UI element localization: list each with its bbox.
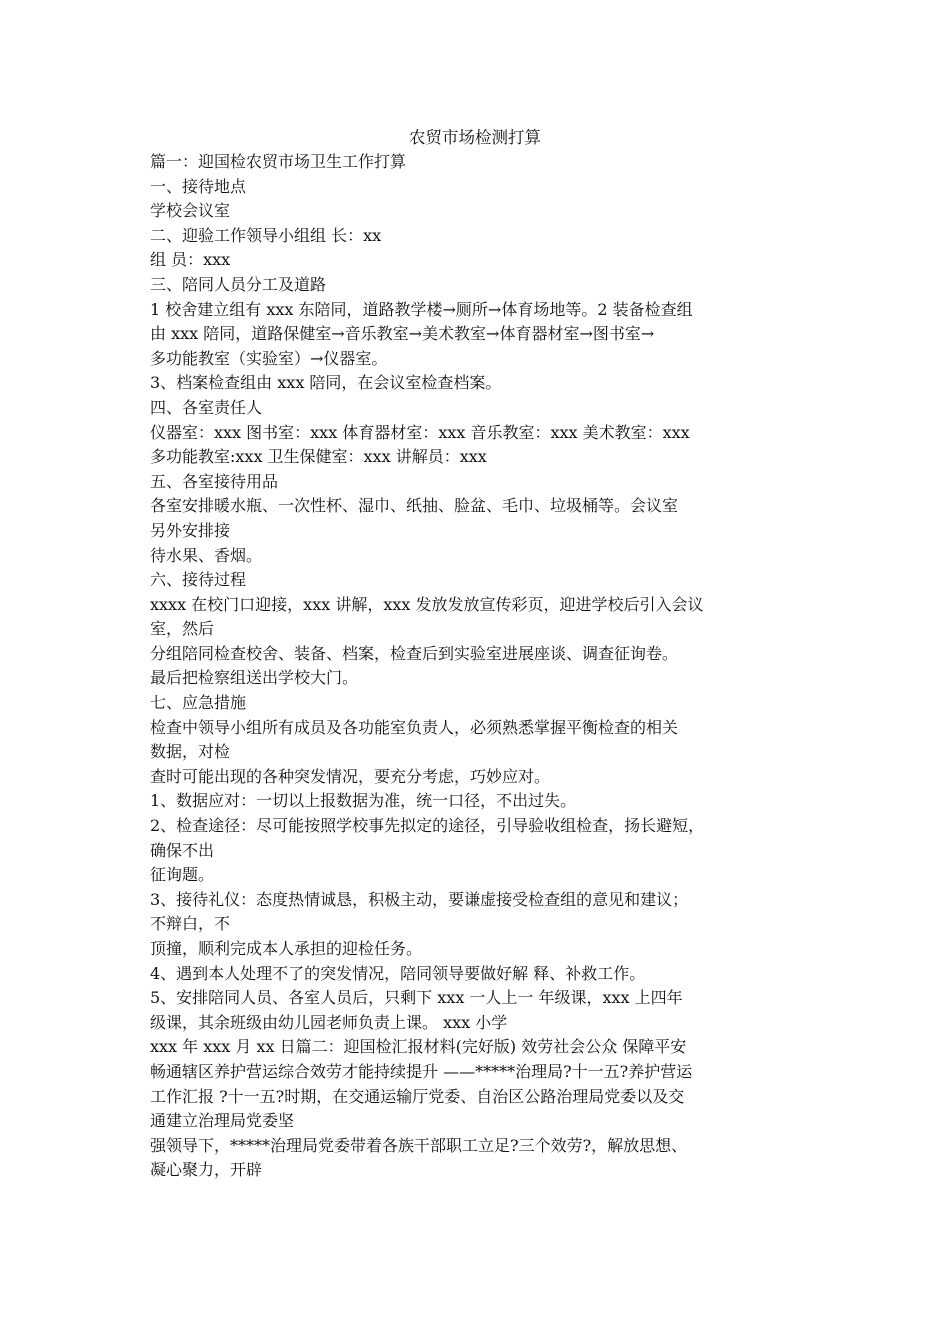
text-line: 查时可能出现的各种突发情况，要充分考虑，巧妙应对。	[150, 766, 551, 786]
text-line: 3、档案检查组由 xxx 陪同，在会议室检查档案。	[150, 373, 502, 393]
text-line: 六、接待过程	[150, 570, 247, 590]
text-line: xxx 年 xxx 月 xx 日篇二：迎国检汇报材料(完好版) 效劳社会公众 保障平安	[150, 1037, 687, 1057]
text-line: 仪器室：xxx 图书室：xxx 体育器材室：xxx 音乐教室：xxx 美术教室：xxx	[150, 422, 690, 442]
text-line: 征询题。	[150, 865, 215, 885]
text-line: 学校会议室	[150, 201, 231, 221]
text-line: 工作汇报 ?十一五?时期，在交通运输厅党委、自治区公路治理局党委以及交	[150, 1086, 685, 1106]
text-line: 级课，其余班级由幼儿园老师负责上课。 xxx 小学	[150, 1012, 508, 1032]
text-line: 4、遇到本人处理不了的突发情况，陪同领导要做好解 释、补救工作。	[150, 963, 646, 983]
text-line: 四、各室责任人	[150, 397, 263, 417]
text-line: 待水果、香烟。	[150, 545, 263, 565]
text-line: 强领导下，*****治理局党委带着各族干部职工立足?三个效劳?，解放思想、	[150, 1135, 688, 1155]
text-line: 确保不出	[150, 840, 215, 860]
text-line: 组 员：xxx	[150, 250, 231, 270]
text-line: 一、接待地点	[150, 176, 247, 196]
text-line: 七、应急措施	[150, 693, 247, 713]
text-line: 最后把检察组送出学校大门。	[150, 668, 359, 688]
text-line: 凝心聚力，开辟	[150, 1160, 263, 1180]
text-line: 通建立治理局党委坚	[150, 1111, 295, 1131]
text-line: 多功能教室:xxx 卫生保健室：xxx 讲解员：xxx	[150, 447, 487, 467]
text-line: xxxx 在校门口迎接，xxx 讲解，xxx 发放发放宣传彩页，迎进学校后引入会议	[150, 594, 704, 614]
text-line: 不辩白，不	[150, 914, 231, 934]
text-line: 五、各室接待用品	[150, 471, 279, 491]
text-line: 各室安排暖水瓶、一次性杯、湿巾、纸抽、脸盆、毛巾、垃圾桶等。会议室	[150, 496, 679, 516]
text-line: 2、检查途径：尽可能按照学校事先拟定的途径，引导验收组检查，扬长避短，	[150, 816, 705, 836]
text-line: 三、陪同人员分工及道路	[150, 274, 327, 294]
text-line: 另外安排接	[150, 520, 231, 540]
text-line: 1、数据应对：一切以上报数据为准，统一口径，不出过失。	[150, 791, 577, 811]
text-line: 检查中领导小组所有成员及各功能室负责人，必须熟悉掌握平衡检查的相关	[150, 717, 679, 737]
text-line: 二、迎验工作领导小组组 长：xx	[150, 225, 382, 245]
text-line: 3、接待礼仪：态度热情诚恳，积极主动，要谦虚接受检查组的意见和建议；	[150, 889, 689, 909]
text-line: 多功能教室（实验室）→仪器室。	[150, 348, 388, 368]
text-line: 数据，对检	[150, 742, 231, 762]
text-line: 室，然后	[150, 619, 215, 639]
document-title: 农贸市场检测打算	[409, 128, 541, 147]
text-line: 顶撞，顺利完成本人承担的迎检任务。	[150, 939, 423, 958]
text-line: 1 校舍建立组有 xxx 东陪同，道路教学楼→厕所→体育场地等。2 装备检查组	[150, 299, 693, 319]
text-line: 篇一：迎国检农贸市场卫生工作打算	[150, 152, 407, 171]
text-line: 5、安排陪同人员、各室人员后，只剩下 xxx 一人上一 年级课，xxx 上四年	[150, 988, 683, 1008]
text-line: 分组陪同检查校舍、装备、档案，检查后到实验室进展座谈、调查征询卷。	[150, 643, 679, 663]
text-line: 畅通辖区养护营运综合效劳才能持续提升 ——*****治理局?十一五?养护营运	[150, 1061, 693, 1081]
text-line: 由 xxx 陪同，道路保健室→音乐教室→美术教室→体育器材室→图书室→	[150, 324, 655, 344]
document-body	[150, 150, 810, 1183]
